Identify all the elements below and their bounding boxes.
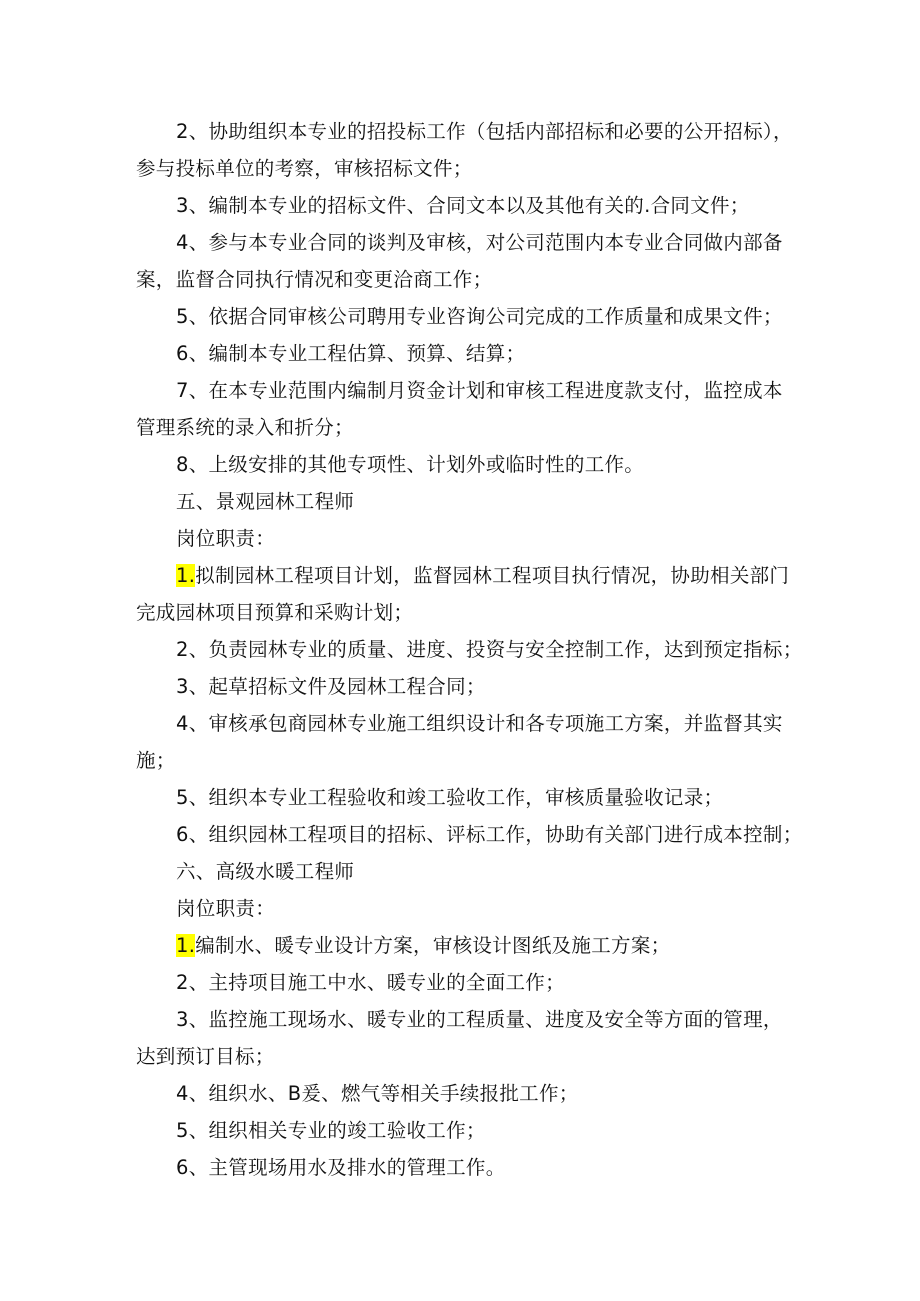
line-text: 岗位职责： bbox=[176, 897, 276, 920]
text-line bbox=[136, 187, 808, 224]
text-line bbox=[136, 668, 808, 705]
text-line bbox=[136, 224, 808, 261]
line-text: 5、依据合同审核公司聘用专业咨询公司完成的工作质量和成果文件； bbox=[176, 305, 783, 328]
text-line bbox=[136, 150, 808, 187]
text-line bbox=[136, 557, 808, 594]
line-text: 3、监控施工现场水、暖专业的工程质量、进度及安全等方面的管理， bbox=[176, 1008, 783, 1031]
text-line bbox=[136, 594, 808, 631]
line-text: 7、在本专业范围内编制月资金计划和审核工程进度款支付，监控成本 bbox=[176, 379, 783, 402]
line-text: 岗位职责： bbox=[176, 527, 276, 550]
text-line bbox=[136, 372, 808, 409]
line-text: 拟制园林工程项目计划，监督园林工程项目执行情况，协助相关部门 bbox=[195, 564, 790, 587]
line-text: 6、组织园林工程项目的招标、评标工作，协助有关部门进行成本控制； bbox=[176, 823, 803, 846]
document-body bbox=[136, 113, 808, 1186]
line-text: 五、景观园林工程师 bbox=[176, 490, 355, 513]
line-text: 6、编制本专业工程估算、预算、结算； bbox=[176, 342, 526, 365]
text-line bbox=[136, 409, 808, 446]
line-text: 5、组织相关专业的竣工验收工作； bbox=[176, 1119, 486, 1142]
line-text: 参与投标单位的考察，审核招标文件； bbox=[136, 157, 473, 180]
highlighted-number: 1. bbox=[176, 564, 196, 587]
text-line bbox=[136, 779, 808, 816]
text-line bbox=[136, 1112, 808, 1149]
text-line bbox=[136, 1001, 808, 1038]
line-text: 编制水、暖专业设计方案，审核设计图纸及施工方案； bbox=[195, 934, 671, 957]
text-line bbox=[136, 705, 808, 742]
text-line bbox=[136, 631, 808, 668]
text-line bbox=[136, 1149, 808, 1186]
text-line bbox=[136, 890, 808, 927]
line-text: 4、审核承包商园林专业施工组织设计和各专项施工方案，并监督其实 bbox=[176, 712, 783, 735]
line-text: 3、编制本专业的招标文件、合同文本以及其他有关的.合同文件； bbox=[176, 194, 750, 217]
line-text: 3、起草招标文件及园林工程合同； bbox=[176, 675, 486, 698]
text-line bbox=[136, 742, 808, 779]
text-line bbox=[136, 335, 808, 372]
line-text: 六、高级水暖工程师 bbox=[176, 860, 355, 883]
text-line bbox=[136, 446, 808, 483]
line-text: 案，监督合同执行情况和变更洽商工作； bbox=[136, 268, 493, 291]
text-line bbox=[136, 816, 808, 853]
highlighted-number: 1. bbox=[176, 934, 196, 957]
line-text: 4、参与本专业合同的谈判及审核，对公司范围内本专业合同做内部备 bbox=[176, 231, 783, 254]
line-text: 达到预订目标； bbox=[136, 1045, 275, 1068]
text-line bbox=[136, 113, 808, 150]
text-line bbox=[136, 1075, 808, 1112]
line-text: 4、组织水、B爰、燃气等相关手续报批工作； bbox=[176, 1082, 579, 1105]
text-line bbox=[136, 520, 808, 557]
text-line bbox=[136, 1038, 808, 1075]
line-text: 管理系统的录入和折分； bbox=[136, 416, 354, 439]
line-text: 5、组织本专业工程验收和竣工验收工作，审核质量验收记录； bbox=[176, 786, 724, 809]
text-line bbox=[136, 964, 808, 1001]
line-text: 8、上级安排的其他专项性、计划外或临时性的工作。 bbox=[176, 453, 645, 476]
line-text: 2、协助组织本专业的招投标工作（包括内部招标和必要的公开招标）， bbox=[176, 120, 793, 143]
line-text: 完成园林项目预算和采购计划； bbox=[136, 601, 414, 624]
text-line bbox=[136, 261, 808, 298]
text-line bbox=[136, 853, 808, 890]
line-text: 施； bbox=[136, 749, 176, 772]
line-text: 2、负责园林专业的质量、进度、投资与安全控制工作，达到预定指标； bbox=[176, 638, 803, 661]
text-line bbox=[136, 483, 808, 520]
line-text: 6、主管现场用水及排水的管理工作。 bbox=[176, 1156, 506, 1179]
text-line bbox=[136, 298, 808, 335]
text-line bbox=[136, 927, 808, 964]
line-text: 2、主持项目施工中水、暖专业的全面工作； bbox=[176, 971, 565, 994]
